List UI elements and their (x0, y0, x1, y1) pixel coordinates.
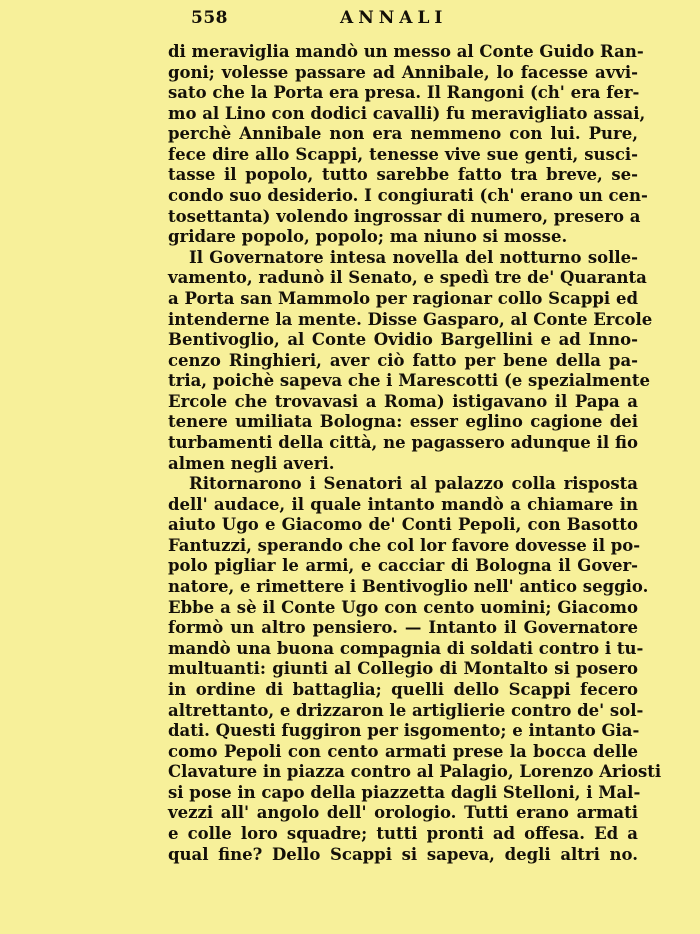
text-line: Fantuzzi, sperando che col lor favore dovesse il po- (168, 535, 641, 555)
text-line: mo al Lino con dodici cavalli) fu meravigliato assai, (168, 103, 646, 123)
text-line: tenere umiliata Bologna: esser eglino cagione dei (168, 412, 638, 432)
text-line: Bentivoglio, al Conte Ovidio Bargellini e ad Inno- (168, 330, 638, 350)
text-line: dell' audace, il quale intanto mandò a chiamare in (168, 494, 638, 514)
text-line: almen negli averi. (168, 453, 335, 473)
text-line: si pose in capo della piazzetta dagli Stelloni, i Mal- (168, 782, 641, 802)
text-line: perchè Annibale non era nemmeno con lui. Pure, (168, 124, 638, 144)
text-line: multuanti: giunti al Collegio di Montalto si posero (168, 659, 638, 679)
text-line: turbamenti della città, ne pagassero adunque il fio (168, 432, 638, 452)
text-line: in ordine di battaglia; quelli dello Scappi fecero (168, 679, 638, 699)
page-number: 558 (191, 8, 228, 28)
text-line: qual fine? Dello Scappi si sapeva, degli altri no. (168, 844, 638, 864)
text-line: a Porta san Mammolo per ragionar collo Scappi ed (168, 288, 638, 308)
text-line: Ritornarono i Senatori al palazzo colla risposta (189, 474, 638, 494)
text-line: altrettanto, e drizzaron le artiglierie contro de' sol- (168, 700, 644, 720)
text-line: intenderne la mente. Disse Gasparo, al Conte Ercole (168, 309, 653, 329)
text-line: cenzo Ringhieri, aver ciò fatto per bene della pa- (168, 350, 638, 370)
text-line: Ercole che trovavasi a Roma) istigavano il Papa a (168, 391, 638, 411)
page-header (170, 8, 636, 32)
text-line: sato che la Porta era presa. Il Rangoni (ch' era fer- (168, 83, 640, 103)
text-line: aiuto Ugo e Giacomo de' Conti Pepoli, con Basotto (168, 515, 638, 535)
text-line: natore, e rimettere i Bentivoglio nell' antico seggio. (168, 577, 649, 597)
text-line: fece dire allo Scappi, tenesse vive sue genti, susci- (168, 144, 638, 164)
text-line: e colle loro squadre; tutti pronti ad offesa. Ed a (168, 823, 638, 843)
text-line: mandò una buona compagnia di soldati contro i tu- (168, 638, 644, 658)
text-line: tosettanta) volendo ingrossar di numero, presero a (168, 206, 641, 226)
text-line: Ebbe a sè il Conte Ugo con cento uomini; Giacomo (168, 597, 638, 617)
text-line: Il Governatore intesa novella del notturno solle- (189, 247, 638, 267)
body-text (168, 42, 662, 865)
text-line: vamento, radunò il Senato, e spedì tre de' Quaranta (168, 268, 647, 288)
text-line: condo suo desiderio. I congiurati (ch' erano un cen- (168, 186, 648, 206)
text-line: tasse il popolo, tutto sarebbe fatto tra breve, se- (168, 165, 638, 185)
text-line: goni; volesse passare ad Annibale, lo facesse avvi- (168, 62, 638, 82)
text-line: formò un altro pensiero. — Intanto il Governatore (168, 618, 638, 638)
text-line: di meraviglia mandò un messo al Conte Guido Ran- (168, 42, 644, 61)
text-line: dati. Questi fuggiron per isgomento; e intanto Gia- (168, 721, 640, 741)
text-line: vezzi all' angolo dell' orologio. Tutti erano armati (168, 803, 638, 823)
text-line: polo pigliar le armi, e cacciar di Bologna il Gover- (168, 556, 638, 576)
running-title: ANNALI (340, 8, 448, 28)
text-line: tria, poichè sapeva che i Marescotti (e spezialmente (168, 371, 650, 391)
text-line: gridare popolo, popolo; ma niuno si mosse. (168, 227, 568, 247)
text-line: Clavature in piazza contro al Palagio, Lorenzo Ariosti (168, 762, 662, 782)
text-line: como Pepoli con cento armati prese la bocca delle (168, 741, 638, 761)
